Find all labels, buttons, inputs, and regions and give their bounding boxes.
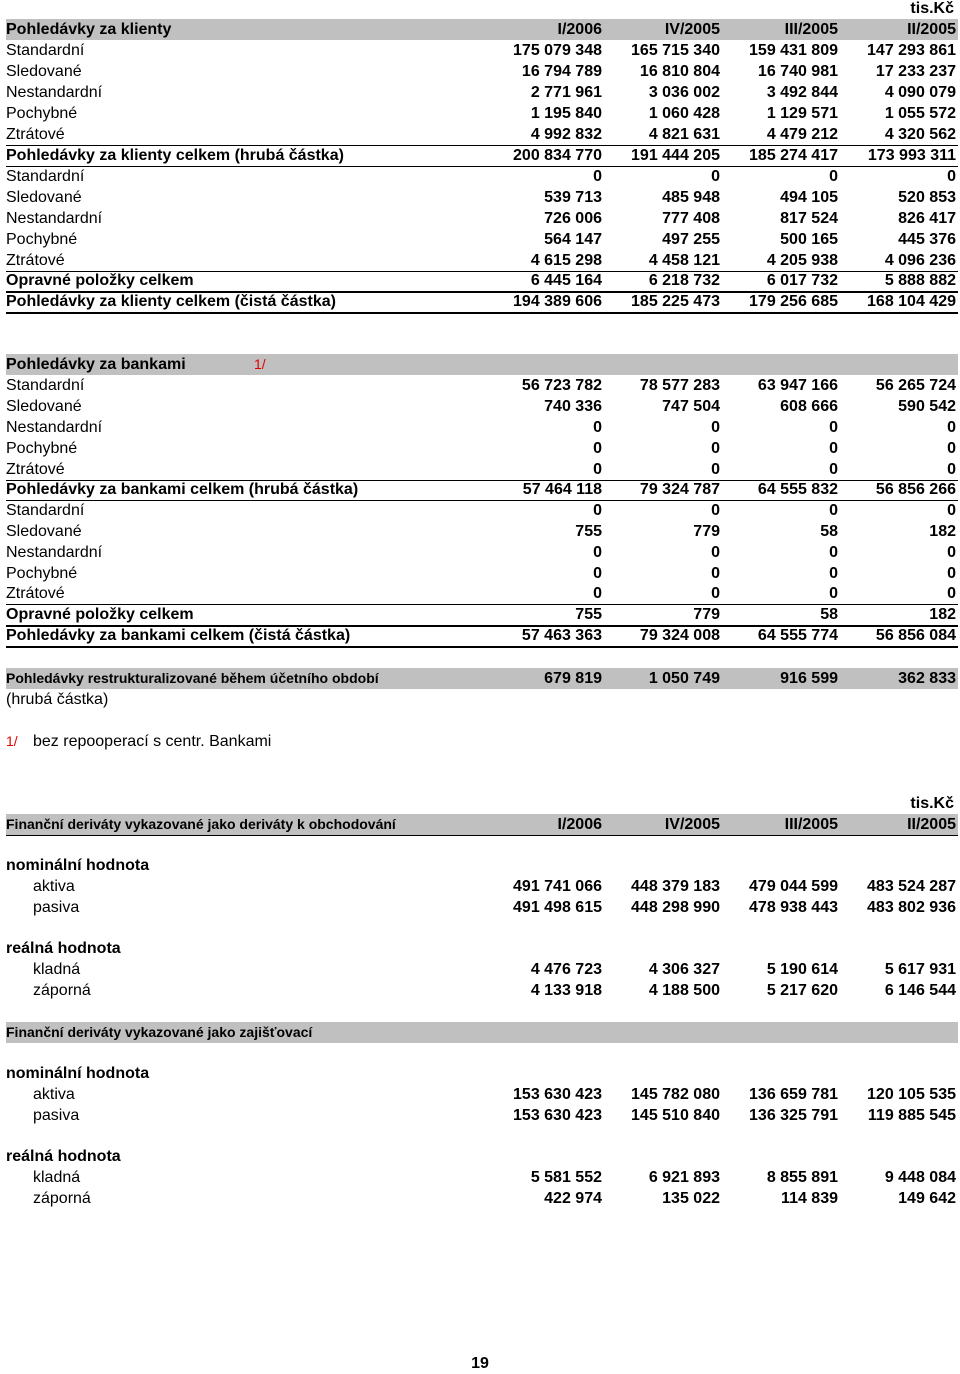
cell: 0	[711, 544, 720, 561]
row-label: Nestandardní	[6, 419, 103, 436]
cell: 165 715 340	[631, 42, 720, 59]
deriv-hedging-header: Finanční deriváty vykazované jako zajišťovací	[6, 1024, 313, 1040]
col-header: IV/2005	[664, 816, 720, 833]
client-gross-row	[6, 61, 958, 82]
cell: 6 218 732	[648, 272, 720, 289]
cell: 1 050 749	[648, 670, 720, 687]
deriv-trading-row	[6, 959, 958, 980]
cell: 4 458 121	[648, 252, 720, 269]
cell: 3 036 002	[648, 84, 720, 101]
client-gross-total-row	[6, 145, 958, 167]
cell: 0	[947, 168, 956, 185]
cell: 448 298 990	[631, 899, 720, 916]
cell: 79 324 008	[639, 627, 720, 644]
cell: 56 265 724	[875, 377, 956, 394]
cell: 478 938 443	[749, 899, 838, 916]
cell: 4 479 212	[766, 126, 838, 143]
cell: 916 599	[780, 670, 838, 687]
cell: 6 445 164	[530, 272, 602, 289]
cell: 0	[947, 502, 956, 519]
col-header: III/2005	[784, 21, 838, 38]
row-label: Pochybné	[6, 565, 78, 582]
col-header: III/2005	[784, 816, 838, 833]
cell: 0	[593, 544, 602, 561]
bank-gross-row	[6, 396, 958, 417]
row-label: Pohledávky za bankami celkem (hrubá částka)	[6, 481, 359, 498]
cell: 185 274 417	[749, 147, 838, 164]
bank-prov-row	[6, 500, 958, 521]
cell: 64 555 832	[757, 481, 838, 498]
cell: 0	[947, 544, 956, 561]
cell: 448 379 183	[631, 878, 720, 895]
cell: 4 821 631	[648, 126, 720, 143]
cell: 0	[593, 502, 602, 519]
cell: 0	[711, 440, 720, 457]
cell: 5 217 620	[766, 982, 838, 999]
cell: 4 992 832	[530, 126, 602, 143]
row-label: Standardní	[6, 42, 85, 59]
cell: 58	[820, 606, 838, 623]
deriv-trading-row	[6, 876, 958, 897]
row-label: Standardní	[6, 377, 85, 394]
cell: 0	[593, 585, 602, 602]
cell: 57 463 363	[521, 627, 602, 644]
row-label: Pohledávky za klienty celkem (hrubá částka)	[6, 147, 344, 164]
cell: 0	[711, 419, 720, 436]
cell: 0	[711, 502, 720, 519]
cell: 78 577 283	[639, 377, 720, 394]
col-header: I/2006	[557, 21, 602, 38]
cell: 120 105 535	[867, 1086, 956, 1103]
cell: 4 090 079	[884, 84, 956, 101]
client-prov-row	[6, 229, 958, 250]
client-gross-row	[6, 124, 958, 146]
cell: 679 819	[544, 670, 602, 687]
restructured-label: Pohledávky restrukturalizované během účetního období	[6, 670, 379, 686]
cell: 0	[593, 419, 602, 436]
bank-header-text: Pohledávky za bankami	[6, 356, 186, 373]
cell: 0	[593, 565, 602, 582]
client-header: Pohledávky za klienty	[6, 21, 172, 38]
cell: 362 833	[898, 670, 956, 687]
deriv-trading-nominal-heading	[6, 855, 958, 876]
group-label: nominální hodnota	[6, 857, 150, 874]
cell: 79 324 787	[639, 481, 720, 498]
row-label: Nestandardní	[6, 544, 103, 561]
footnote-mark: 1/	[6, 733, 18, 749]
cell: 4 320 562	[884, 126, 956, 143]
cell: 4 096 236	[884, 252, 956, 269]
cell: 1 055 572	[884, 105, 956, 122]
cell: 5 888 882	[884, 272, 956, 289]
deriv-hedging-row	[6, 1105, 958, 1126]
row-label: Opravné položky celkem	[6, 272, 194, 289]
cell: 4 188 500	[648, 982, 720, 999]
client-prov-row	[6, 208, 958, 229]
bank-prov-total-row	[6, 604, 958, 627]
cell: 4 615 298	[530, 252, 602, 269]
cell: 4 476 723	[530, 961, 602, 978]
cell: 539 713	[544, 189, 602, 206]
deriv-hedging-header-row	[6, 1022, 958, 1043]
row-label: Ztrátové	[6, 461, 65, 478]
row-label: kladná	[33, 1169, 81, 1186]
cell: 0	[947, 565, 956, 582]
row-label: Ztrátové	[6, 585, 65, 602]
row-label: Nestandardní	[6, 210, 103, 227]
cell: 1 060 428	[648, 105, 720, 122]
cell: 826 417	[898, 210, 956, 227]
cell: 564 147	[544, 231, 602, 248]
bank-net-total-row	[6, 625, 958, 648]
cell: 182	[929, 523, 956, 540]
row-label: pasiva	[33, 899, 80, 916]
row-label: Sledované	[6, 63, 82, 80]
bank-gross-row	[6, 375, 958, 396]
client-prov-total-row	[6, 270, 958, 293]
cell: 5 581 552	[530, 1169, 602, 1186]
client-prov-row	[6, 187, 958, 208]
bank-gross-row	[6, 459, 958, 481]
cell: 608 666	[780, 398, 838, 415]
cell: 497 255	[662, 231, 720, 248]
unit-label-derivatives: tis.Kč	[910, 795, 954, 812]
cell: 114 839	[781, 1190, 838, 1207]
cell: 200 834 770	[513, 147, 602, 164]
cell: 0	[711, 461, 720, 478]
cell: 6 017 732	[766, 272, 838, 289]
cell: 185 225 473	[631, 293, 720, 310]
cell: 520 853	[898, 189, 956, 206]
deriv-hedging-row	[6, 1188, 958, 1209]
row-label: záporná	[33, 1190, 91, 1207]
bank-prov-row	[6, 583, 958, 605]
cell: 1 129 571	[766, 105, 838, 122]
cell: 445 376	[898, 231, 956, 248]
cell: 0	[829, 168, 838, 185]
row-label: pasiva	[33, 1107, 80, 1124]
col-header: I/2006	[557, 816, 602, 833]
client-gross-row	[6, 103, 958, 124]
unit-label-top: tis.Kč	[910, 0, 954, 17]
cell: 182	[929, 606, 956, 623]
row-label: kladná	[33, 961, 81, 978]
cell: 0	[947, 461, 956, 478]
cell: 63 947 166	[757, 377, 838, 394]
cell: 0	[829, 502, 838, 519]
restructured-label-2: (hrubá částka)	[6, 691, 109, 708]
deriv-hedging-row	[6, 1167, 958, 1188]
bank-header	[6, 354, 266, 375]
row-label: Pochybné	[6, 231, 78, 248]
cell: 817 524	[780, 210, 838, 227]
bank-gross-total-row	[6, 479, 958, 501]
cell: 153 630 423	[513, 1107, 602, 1124]
cell: 168 104 429	[867, 293, 956, 310]
cell: 145 782 080	[631, 1086, 720, 1103]
cell: 0	[829, 461, 838, 478]
cell: 159 431 809	[749, 42, 838, 59]
cell: 2 771 961	[530, 84, 602, 101]
cell: 145 510 840	[631, 1107, 720, 1124]
client-prov-row	[6, 250, 958, 272]
group-label: nominální hodnota	[6, 1065, 150, 1082]
footnote-ref: 1/	[254, 356, 266, 372]
cell: 726 006	[544, 210, 602, 227]
cell: 56 723 782	[521, 377, 602, 394]
bank-header-row	[6, 354, 958, 375]
cell: 0	[829, 440, 838, 457]
client-header-row	[6, 19, 958, 40]
deriv-trading-header-row	[6, 814, 958, 836]
client-gross-row	[6, 82, 958, 103]
cell: 777 408	[662, 210, 720, 227]
page-number: 19	[471, 1355, 489, 1372]
cell: 119 885 545	[867, 1107, 956, 1124]
client-gross-row	[6, 40, 958, 61]
cell: 0	[947, 585, 956, 602]
row-label: Sledované	[6, 398, 82, 415]
cell: 483 802 936	[867, 899, 956, 916]
cell: 0	[947, 440, 956, 457]
deriv-hedging-row	[6, 1084, 958, 1105]
cell: 0	[829, 565, 838, 582]
bank-prov-row	[6, 563, 958, 584]
cell: 136 325 791	[749, 1107, 838, 1124]
cell: 58	[820, 523, 838, 540]
cell: 0	[711, 565, 720, 582]
bank-gross-row	[6, 417, 958, 438]
cell: 16 740 981	[757, 63, 838, 80]
cell: 6 921 893	[648, 1169, 720, 1186]
cell: 153 630 423	[513, 1086, 602, 1103]
col-header: II/2005	[907, 21, 956, 38]
cell: 479 044 599	[749, 878, 838, 895]
col-header: IV/2005	[664, 21, 720, 38]
group-label: reálná hodnota	[6, 1148, 121, 1165]
cell: 422 974	[544, 1190, 602, 1207]
cell: 8 855 891	[766, 1169, 838, 1186]
deriv-trading-header: Finanční deriváty vykazované jako deriváty k obchodování	[6, 816, 396, 832]
restructured-sub-row	[6, 689, 958, 710]
footnote-row	[6, 731, 958, 752]
client-net-total-row	[6, 291, 958, 314]
deriv-trading-row	[6, 897, 958, 918]
cell: 17 233 237	[875, 63, 956, 80]
cell: 483 524 287	[867, 878, 956, 895]
row-label: Ztrátové	[6, 252, 65, 269]
cell: 135 022	[662, 1190, 720, 1207]
row-label: Nestandardní	[6, 84, 103, 101]
cell: 175 079 348	[513, 42, 602, 59]
cell: 0	[593, 440, 602, 457]
deriv-trading-row	[6, 980, 958, 1001]
cell: 0	[829, 585, 838, 602]
row-label: Standardní	[6, 168, 85, 185]
cell: 494 105	[780, 189, 838, 206]
cell: 779	[693, 523, 720, 540]
row-label: Pohledávky za klienty celkem (čistá částka)	[6, 293, 336, 310]
client-prov-row	[6, 166, 958, 187]
bank-prov-row	[6, 521, 958, 542]
row-label: Pochybné	[6, 440, 78, 457]
restructured-row	[6, 668, 958, 689]
footnote-text: bez repooperací s centr. Bankami	[33, 733, 272, 750]
cell: 755	[575, 606, 602, 623]
cell: 0	[593, 461, 602, 478]
cell: 590 542	[898, 398, 956, 415]
cell: 779	[693, 606, 720, 623]
cell: 1 195 840	[530, 105, 602, 122]
cell: 147 293 861	[867, 42, 956, 59]
row-label: záporná	[33, 982, 91, 999]
col-header: II/2005	[907, 816, 956, 833]
cell: 0	[947, 419, 956, 436]
cell: 4 306 327	[648, 961, 720, 978]
cell: 191 444 205	[631, 147, 720, 164]
cell: 491 741 066	[513, 878, 602, 895]
cell: 56 856 084	[875, 627, 956, 644]
row-label: Pohledávky za bankami celkem (čistá částka)	[6, 627, 351, 644]
cell: 755	[575, 523, 602, 540]
cell: 5 617 931	[884, 961, 956, 978]
cell: 0	[829, 544, 838, 561]
cell: 16 810 804	[639, 63, 720, 80]
cell: 3 492 844	[766, 84, 838, 101]
cell: 149 642	[898, 1190, 956, 1207]
deriv-hedging-nominal-heading	[6, 1063, 958, 1084]
cell: 64 555 774	[757, 627, 838, 644]
cell: 56 856 266	[875, 481, 956, 498]
cell: 6 146 544	[884, 982, 956, 999]
row-label: aktiva	[33, 1086, 75, 1103]
cell: 4 133 918	[530, 982, 602, 999]
cell: 491 498 615	[513, 899, 602, 916]
row-label: Pochybné	[6, 105, 78, 122]
deriv-hedging-real-heading	[6, 1146, 958, 1167]
deriv-trading-real-heading	[6, 938, 958, 959]
row-label: Opravné položky celkem	[6, 606, 194, 623]
cell: 173 993 311	[867, 147, 956, 164]
cell: 136 659 781	[749, 1086, 838, 1103]
row-label: Ztrátové	[6, 126, 65, 143]
bank-prov-row	[6, 542, 958, 563]
cell: 747 504	[662, 398, 720, 415]
row-label: Standardní	[6, 502, 85, 519]
row-label: Sledované	[6, 189, 82, 206]
cell: 194 389 606	[513, 293, 602, 310]
cell: 0	[593, 168, 602, 185]
cell: 485 948	[662, 189, 720, 206]
cell: 0	[711, 168, 720, 185]
cell: 5 190 614	[766, 961, 838, 978]
cell: 0	[829, 419, 838, 436]
cell: 9 448 084	[884, 1169, 956, 1186]
row-label: Sledované	[6, 523, 82, 540]
cell: 16 794 789	[521, 63, 602, 80]
row-label: aktiva	[33, 878, 75, 895]
cell: 740 336	[544, 398, 602, 415]
cell: 0	[711, 585, 720, 602]
cell: 4 205 938	[766, 252, 838, 269]
cell: 500 165	[780, 231, 838, 248]
cell: 179 256 685	[749, 293, 838, 310]
cell: 57 464 118	[522, 481, 602, 498]
bank-gross-row	[6, 438, 958, 459]
group-label: reálná hodnota	[6, 940, 121, 957]
